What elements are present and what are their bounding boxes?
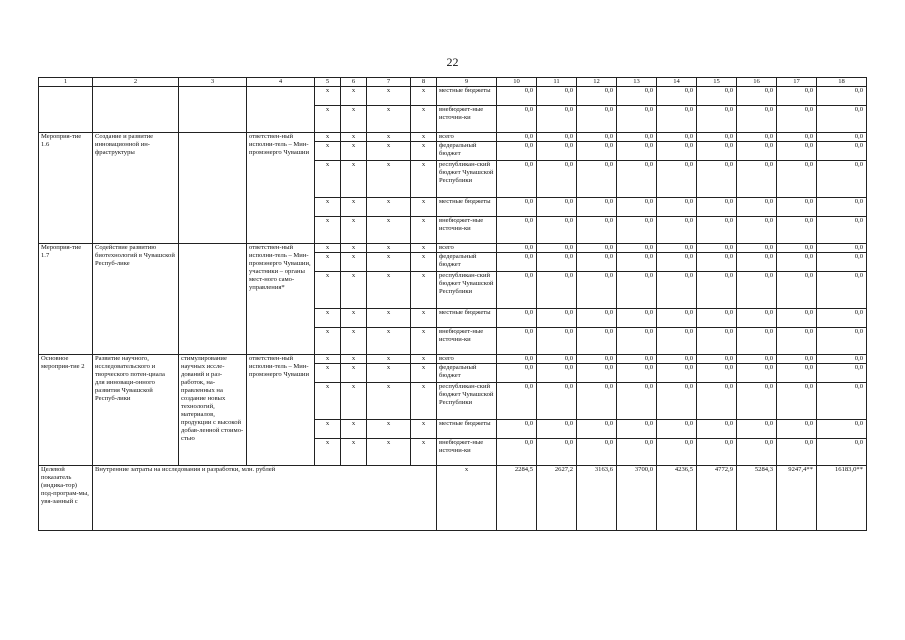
funding-source: местные бюджеты <box>437 309 497 328</box>
amount-cell: 0,0 <box>537 198 577 217</box>
amount-cell: 0,0 <box>657 87 697 106</box>
amount-cell: 0,0 <box>537 161 577 198</box>
header-cell: 1 <box>39 78 93 87</box>
amount-cell: 0,0 <box>617 217 657 244</box>
funding-source: федеральный бюджет <box>437 142 497 161</box>
funding-source: внебюджет-ные источни-ки <box>437 106 497 133</box>
measure-result: стимулирование научных иссле-дований и раз-работок, на-правленных на создание новых технологий, материалов, продукции с высокой добав-ленной стоимо-стью <box>179 355 247 466</box>
indicator-label: Целевой показатель (индика-тор) под-програм-мы, увя-занный с <box>39 466 93 531</box>
x-mark: х <box>367 133 411 142</box>
measure-executor: ответствен-ный исполни-тель – Мин-промэнерго Чувашии, участники – органы мест-ного само-управления* <box>247 244 315 355</box>
amount-cell: 0,0 <box>497 383 537 420</box>
measure-name: Мероприя-тие 1.6 <box>39 133 93 244</box>
x-mark: х <box>411 309 437 328</box>
amount-cell: 0,0 <box>737 217 777 244</box>
x-mark: х <box>341 253 367 272</box>
amount-cell: 0,0 <box>817 328 867 355</box>
x-mark: х <box>411 272 437 309</box>
amount-cell: 0,0 <box>617 383 657 420</box>
amount-cell: 0,0 <box>497 133 537 142</box>
amount-cell: 0,0 <box>497 87 537 106</box>
amount-cell: 0,0 <box>537 355 577 364</box>
indicator-value: 3163,6 <box>577 466 617 531</box>
amount-cell: 0,0 <box>497 355 537 364</box>
x-mark: х <box>367 87 411 106</box>
amount-cell: 0,0 <box>737 383 777 420</box>
header-cell: 6 <box>341 78 367 87</box>
funding-source: республикан-ский бюджет Чувашской Республики <box>437 161 497 198</box>
amount-cell: 0,0 <box>497 272 537 309</box>
amount-cell: 0,0 <box>617 420 657 439</box>
amount-cell: 0,0 <box>497 217 537 244</box>
amount-cell: 0,0 <box>737 142 777 161</box>
x-mark: х <box>367 161 411 198</box>
amount-cell: 0,0 <box>737 244 777 253</box>
x-mark: х <box>411 355 437 364</box>
amount-cell: 0,0 <box>537 133 577 142</box>
header-cell: 9 <box>437 78 497 87</box>
funding-source: федеральный бюджет <box>437 364 497 383</box>
amount-cell: 0,0 <box>617 328 657 355</box>
amount-cell: 0,0 <box>737 309 777 328</box>
amount-cell: 0,0 <box>577 142 617 161</box>
funding-source: местные бюджеты <box>437 420 497 439</box>
amount-cell: 0,0 <box>777 364 817 383</box>
amount-cell: 0,0 <box>697 244 737 253</box>
amount-cell: 0,0 <box>617 439 657 466</box>
amount-cell: 0,0 <box>617 309 657 328</box>
program-table <box>38 77 867 531</box>
x-mark: х <box>411 420 437 439</box>
amount-cell: 0,0 <box>777 133 817 142</box>
x-mark: х <box>341 217 367 244</box>
amount-cell: 0,0 <box>537 272 577 309</box>
amount-cell: 0,0 <box>697 355 737 364</box>
indicator-value: 5284,3 <box>737 466 777 531</box>
amount-cell: 0,0 <box>577 328 617 355</box>
amount-cell: 0,0 <box>537 142 577 161</box>
amount-cell: 0,0 <box>737 355 777 364</box>
indicator-value: 16183,0** <box>817 466 867 531</box>
header-cell: 7 <box>367 78 411 87</box>
funding-source: внебюджет-ные источни-ки <box>437 217 497 244</box>
amount-cell: 0,0 <box>497 198 537 217</box>
cont-cell <box>39 87 93 133</box>
amount-cell: 0,0 <box>817 244 867 253</box>
amount-cell: 0,0 <box>497 439 537 466</box>
amount-cell: 0,0 <box>577 253 617 272</box>
amount-cell: 0,0 <box>577 244 617 253</box>
amount-cell: 0,0 <box>817 364 867 383</box>
amount-cell: 0,0 <box>537 106 577 133</box>
x-mark: х <box>367 383 411 420</box>
x-mark: х <box>341 272 367 309</box>
amount-cell: 0,0 <box>617 161 657 198</box>
amount-cell: 0,0 <box>737 272 777 309</box>
header-cell: 14 <box>657 78 697 87</box>
amount-cell: 0,0 <box>537 217 577 244</box>
amount-cell: 0,0 <box>577 272 617 309</box>
x-mark: х <box>315 198 341 217</box>
funding-source: внебюджет-ные источни-ки <box>437 328 497 355</box>
header-cell: 4 <box>247 78 315 87</box>
amount-cell: 0,0 <box>617 253 657 272</box>
x-mark: х <box>315 272 341 309</box>
amount-cell: 0,0 <box>577 106 617 133</box>
amount-cell: 0,0 <box>817 87 867 106</box>
amount-cell: 0,0 <box>777 439 817 466</box>
amount-cell: 0,0 <box>817 198 867 217</box>
x-mark: х <box>367 198 411 217</box>
x-mark: х <box>341 133 367 142</box>
amount-cell: 0,0 <box>697 420 737 439</box>
amount-cell: 0,0 <box>497 244 537 253</box>
amount-cell: 0,0 <box>737 198 777 217</box>
x-mark: х <box>315 142 341 161</box>
amount-cell: 0,0 <box>657 309 697 328</box>
amount-cell: 0,0 <box>497 309 537 328</box>
x-mark: х <box>315 439 341 466</box>
amount-cell: 0,0 <box>817 355 867 364</box>
amount-cell: 0,0 <box>697 439 737 466</box>
x-mark: х <box>367 355 411 364</box>
amount-cell: 0,0 <box>737 253 777 272</box>
indicator-x: х <box>437 466 497 531</box>
x-mark: х <box>367 217 411 244</box>
amount-cell: 0,0 <box>817 133 867 142</box>
x-mark: х <box>411 439 437 466</box>
x-mark: х <box>315 355 341 364</box>
amount-cell: 0,0 <box>657 198 697 217</box>
x-mark: х <box>341 106 367 133</box>
header-cell: 10 <box>497 78 537 87</box>
amount-cell: 0,0 <box>537 439 577 466</box>
amount-cell: 0,0 <box>657 161 697 198</box>
cont-cell <box>93 87 179 133</box>
amount-cell: 0,0 <box>817 253 867 272</box>
amount-cell: 0,0 <box>657 253 697 272</box>
amount-cell: 0,0 <box>697 198 737 217</box>
amount-cell: 0,0 <box>537 328 577 355</box>
amount-cell: 0,0 <box>497 106 537 133</box>
x-mark: х <box>411 161 437 198</box>
amount-cell: 0,0 <box>777 420 817 439</box>
amount-cell: 0,0 <box>577 355 617 364</box>
indicator-name: Внутренние затраты на исследования и разработки, млн. рублей <box>93 466 437 531</box>
amount-cell: 0,0 <box>777 217 817 244</box>
amount-cell: 0,0 <box>617 133 657 142</box>
x-mark: х <box>367 253 411 272</box>
x-mark: х <box>315 253 341 272</box>
x-mark: х <box>367 309 411 328</box>
x-mark: х <box>341 87 367 106</box>
amount-cell: 0,0 <box>577 161 617 198</box>
amount-cell: 0,0 <box>657 217 697 244</box>
x-mark: х <box>367 439 411 466</box>
funding-source: федеральный бюджет <box>437 253 497 272</box>
page-number: 22 <box>446 55 459 69</box>
amount-cell: 0,0 <box>737 328 777 355</box>
x-mark: х <box>315 133 341 142</box>
x-mark: х <box>411 106 437 133</box>
x-mark: х <box>315 87 341 106</box>
amount-cell: 0,0 <box>497 420 537 439</box>
funding-source: всего <box>437 244 497 253</box>
amount-cell: 0,0 <box>737 87 777 106</box>
table-row <box>39 355 867 364</box>
x-mark: х <box>411 87 437 106</box>
amount-cell: 0,0 <box>497 161 537 198</box>
funding-source: местные бюджеты <box>437 87 497 106</box>
x-mark: х <box>367 142 411 161</box>
indicator-value: 4772,9 <box>697 466 737 531</box>
amount-cell: 0,0 <box>537 253 577 272</box>
amount-cell: 0,0 <box>577 133 617 142</box>
indicator-value: 4236,5 <box>657 466 697 531</box>
amount-cell: 0,0 <box>697 217 737 244</box>
amount-cell: 0,0 <box>777 142 817 161</box>
amount-cell: 0,0 <box>657 272 697 309</box>
amount-cell: 0,0 <box>777 383 817 420</box>
table-row <box>39 244 867 253</box>
amount-cell: 0,0 <box>537 383 577 420</box>
amount-cell: 0,0 <box>577 439 617 466</box>
amount-cell: 0,0 <box>777 253 817 272</box>
amount-cell: 0,0 <box>537 420 577 439</box>
amount-cell: 0,0 <box>657 106 697 133</box>
funding-source: республикан-ский бюджет Чувашской Республики <box>437 272 497 309</box>
amount-cell: 0,0 <box>577 364 617 383</box>
table-row <box>39 133 867 142</box>
x-mark: х <box>315 217 341 244</box>
amount-cell: 0,0 <box>577 309 617 328</box>
header-cell: 3 <box>179 78 247 87</box>
x-mark: х <box>367 364 411 383</box>
x-mark: х <box>367 106 411 133</box>
amount-cell: 0,0 <box>537 364 577 383</box>
amount-cell: 0,0 <box>697 87 737 106</box>
measure-goal: Развитие научного, исследовательского и творческого потен-циала для инноваци-онного развития Чувашской Респуб-лики <box>93 355 179 466</box>
x-mark: х <box>367 420 411 439</box>
amount-cell: 0,0 <box>617 106 657 133</box>
x-mark: х <box>341 244 367 253</box>
amount-cell: 0,0 <box>577 198 617 217</box>
x-mark: х <box>411 244 437 253</box>
amount-cell: 0,0 <box>777 355 817 364</box>
x-mark: х <box>341 420 367 439</box>
amount-cell: 0,0 <box>617 142 657 161</box>
header-cell: 17 <box>777 78 817 87</box>
amount-cell: 0,0 <box>577 383 617 420</box>
cont-cell <box>247 87 315 133</box>
amount-cell: 0,0 <box>577 217 617 244</box>
amount-cell: 0,0 <box>777 161 817 198</box>
amount-cell: 0,0 <box>737 133 777 142</box>
x-mark: х <box>315 364 341 383</box>
indicator-value: 3700,0 <box>617 466 657 531</box>
amount-cell: 0,0 <box>817 106 867 133</box>
measure-goal: Содействие развитию биотехнологий в Чувашской Респуб-лике <box>93 244 179 355</box>
header-cell: 16 <box>737 78 777 87</box>
amount-cell: 0,0 <box>537 244 577 253</box>
x-mark: х <box>411 198 437 217</box>
x-mark: х <box>411 383 437 420</box>
amount-cell: 0,0 <box>817 309 867 328</box>
amount-cell: 0,0 <box>537 87 577 106</box>
amount-cell: 0,0 <box>497 364 537 383</box>
amount-cell: 0,0 <box>497 142 537 161</box>
amount-cell: 0,0 <box>577 87 617 106</box>
amount-cell: 0,0 <box>537 309 577 328</box>
amount-cell: 0,0 <box>617 355 657 364</box>
x-mark: х <box>341 364 367 383</box>
x-mark: х <box>315 106 341 133</box>
table-row <box>39 87 867 106</box>
x-mark: х <box>315 244 341 253</box>
x-mark: х <box>411 133 437 142</box>
amount-cell: 0,0 <box>657 364 697 383</box>
header-cell: 13 <box>617 78 657 87</box>
header-row <box>39 78 867 87</box>
measure-goal: Создание и развитие инновационной ин-фраструктуры <box>93 133 179 244</box>
measure-executor: ответствен-ный исполни-тель – Мин-промэнерго Чувашии <box>247 133 315 244</box>
amount-cell: 0,0 <box>657 142 697 161</box>
funding-source: местные бюджеты <box>437 198 497 217</box>
amount-cell: 0,0 <box>737 106 777 133</box>
x-mark: х <box>341 309 367 328</box>
cont-cell <box>179 87 247 133</box>
measure-result <box>179 133 247 244</box>
amount-cell: 0,0 <box>657 355 697 364</box>
amount-cell: 0,0 <box>737 161 777 198</box>
amount-cell: 0,0 <box>817 161 867 198</box>
amount-cell: 0,0 <box>657 328 697 355</box>
amount-cell: 0,0 <box>817 272 867 309</box>
amount-cell: 0,0 <box>817 439 867 466</box>
amount-cell: 0,0 <box>817 142 867 161</box>
funding-source: всего <box>437 355 497 364</box>
x-mark: х <box>315 328 341 355</box>
amount-cell: 0,0 <box>777 106 817 133</box>
amount-cell: 0,0 <box>617 364 657 383</box>
x-mark: х <box>341 355 367 364</box>
amount-cell: 0,0 <box>657 244 697 253</box>
x-mark: х <box>315 383 341 420</box>
header-cell: 18 <box>817 78 867 87</box>
amount-cell: 0,0 <box>617 244 657 253</box>
x-mark: х <box>411 364 437 383</box>
indicator-value: 9247,4** <box>777 466 817 531</box>
amount-cell: 0,0 <box>657 383 697 420</box>
amount-cell: 0,0 <box>657 439 697 466</box>
amount-cell: 0,0 <box>697 253 737 272</box>
header-cell: 5 <box>315 78 341 87</box>
amount-cell: 0,0 <box>817 217 867 244</box>
header-cell: 12 <box>577 78 617 87</box>
x-mark: х <box>367 328 411 355</box>
funding-source: всего <box>437 133 497 142</box>
amount-cell: 0,0 <box>697 328 737 355</box>
amount-cell: 0,0 <box>817 420 867 439</box>
x-mark: х <box>411 217 437 244</box>
indicator-row <box>39 466 867 531</box>
amount-cell: 0,0 <box>497 328 537 355</box>
indicator-value: 2627,2 <box>537 466 577 531</box>
amount-cell: 0,0 <box>697 309 737 328</box>
x-mark: х <box>315 420 341 439</box>
x-mark: х <box>341 328 367 355</box>
x-mark: х <box>341 198 367 217</box>
amount-cell: 0,0 <box>697 383 737 420</box>
amount-cell: 0,0 <box>737 439 777 466</box>
measure-result <box>179 244 247 355</box>
x-mark: х <box>367 272 411 309</box>
indicator-value: 2284,5 <box>497 466 537 531</box>
amount-cell: 0,0 <box>777 328 817 355</box>
amount-cell: 0,0 <box>697 272 737 309</box>
amount-cell: 0,0 <box>617 87 657 106</box>
x-mark: х <box>315 309 341 328</box>
amount-cell: 0,0 <box>577 420 617 439</box>
funding-source: республикан-ский бюджет Чувашской Республики <box>437 383 497 420</box>
amount-cell: 0,0 <box>657 133 697 142</box>
funding-source: внебюджет-ные источни-ки <box>437 439 497 466</box>
x-mark: х <box>341 439 367 466</box>
x-mark: х <box>315 161 341 198</box>
measure-executor: ответствен-ный исполни-тель – Мин-промэнерго Чувашии <box>247 355 315 466</box>
x-mark: х <box>341 383 367 420</box>
header-cell: 11 <box>537 78 577 87</box>
x-mark: х <box>411 142 437 161</box>
amount-cell: 0,0 <box>737 364 777 383</box>
amount-cell: 0,0 <box>697 161 737 198</box>
x-mark: х <box>411 328 437 355</box>
amount-cell: 0,0 <box>777 87 817 106</box>
amount-cell: 0,0 <box>777 272 817 309</box>
amount-cell: 0,0 <box>617 272 657 309</box>
x-mark: х <box>411 253 437 272</box>
amount-cell: 0,0 <box>697 106 737 133</box>
measure-name: Мероприя-тие 1.7 <box>39 244 93 355</box>
amount-cell: 0,0 <box>777 198 817 217</box>
x-mark: х <box>367 244 411 253</box>
amount-cell: 0,0 <box>777 309 817 328</box>
amount-cell: 0,0 <box>657 420 697 439</box>
amount-cell: 0,0 <box>737 420 777 439</box>
header-cell: 15 <box>697 78 737 87</box>
x-mark: х <box>341 142 367 161</box>
header-cell: 8 <box>411 78 437 87</box>
measure-name: Основное мероприя-тие 2 <box>39 355 93 466</box>
x-mark: х <box>341 161 367 198</box>
amount-cell: 0,0 <box>777 244 817 253</box>
header-cell: 2 <box>93 78 179 87</box>
amount-cell: 0,0 <box>697 142 737 161</box>
amount-cell: 0,0 <box>817 383 867 420</box>
amount-cell: 0,0 <box>697 133 737 142</box>
amount-cell: 0,0 <box>497 253 537 272</box>
amount-cell: 0,0 <box>697 364 737 383</box>
amount-cell: 0,0 <box>617 198 657 217</box>
